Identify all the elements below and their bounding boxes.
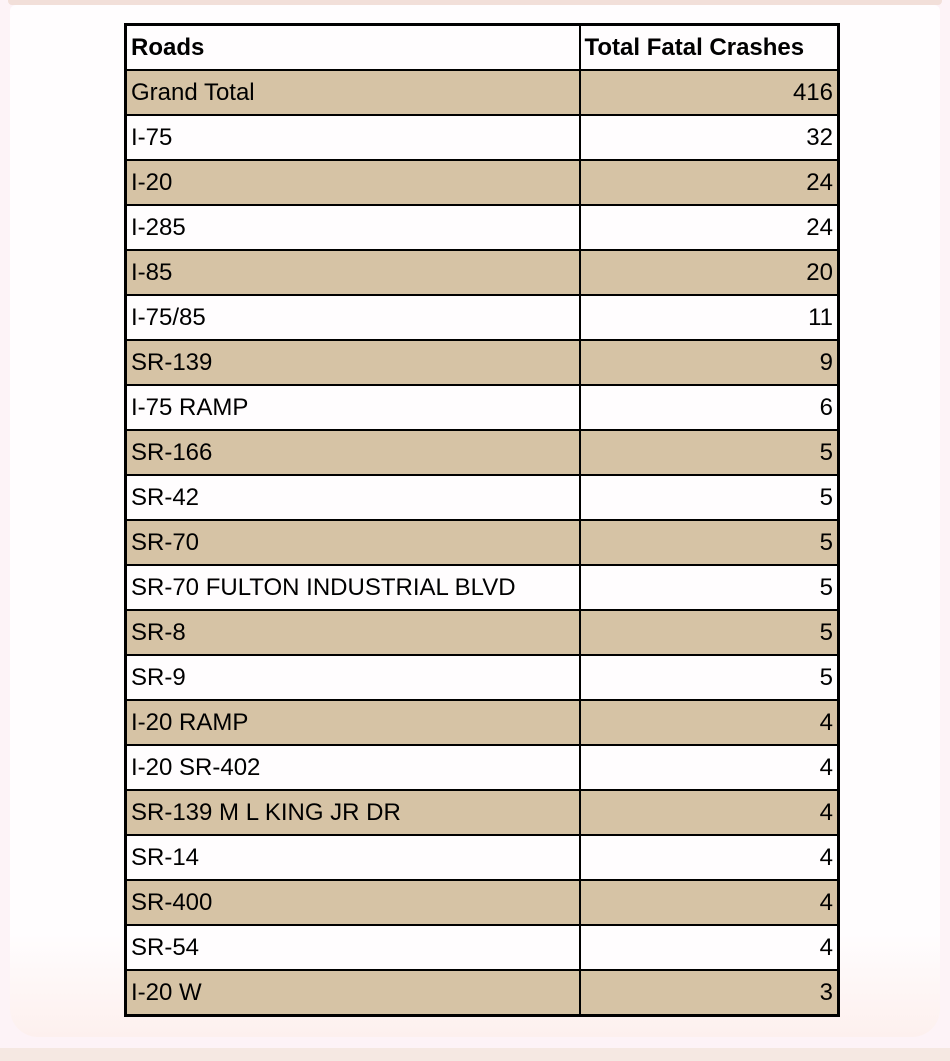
table-row: [126, 790, 839, 835]
road-cell: I-75 RAMP: [126, 385, 580, 430]
road-cell: SR-14: [126, 835, 580, 880]
road-cell: SR-166: [126, 430, 580, 475]
road-cell: SR-70 FULTON INDUSTRIAL BLVD: [126, 565, 580, 610]
crashes-cell: 4: [580, 925, 839, 970]
crashes-cell: 5: [580, 655, 839, 700]
table-row: [126, 250, 839, 295]
road-cell: SR-9: [126, 655, 580, 700]
road-cell: I-75: [126, 115, 580, 160]
road-cell: I-20 SR-402: [126, 745, 580, 790]
column-header-roads: Roads: [126, 25, 580, 71]
table-row: [126, 430, 839, 475]
table-row: [126, 115, 839, 160]
fatal-crashes-table: [124, 23, 840, 1017]
table-row: [126, 160, 839, 205]
road-cell: I-85: [126, 250, 580, 295]
table-row: [126, 475, 839, 520]
crashes-cell: 20: [580, 250, 839, 295]
road-cell: SR-139 M L KING JR DR: [126, 790, 580, 835]
road-cell: I-20 RAMP: [126, 700, 580, 745]
page-bottom-band: [0, 1048, 950, 1061]
crashes-cell: 6: [580, 385, 839, 430]
table-row: [126, 520, 839, 565]
table-row: [126, 745, 839, 790]
crashes-cell: 5: [580, 565, 839, 610]
table-row: [126, 205, 839, 250]
crashes-cell: 9: [580, 340, 839, 385]
table-row: [126, 835, 839, 880]
road-cell: SR-8: [126, 610, 580, 655]
header-row: [126, 25, 839, 71]
road-cell: SR-139: [126, 340, 580, 385]
crashes-cell: 5: [580, 430, 839, 475]
crashes-cell: 4: [580, 835, 839, 880]
table-row: [126, 385, 839, 430]
crashes-cell: 4: [580, 790, 839, 835]
crashes-cell: 5: [580, 610, 839, 655]
table-row: [126, 925, 839, 970]
road-cell: SR-400: [126, 880, 580, 925]
table-body: [126, 70, 839, 1016]
road-cell: SR-42: [126, 475, 580, 520]
crashes-cell: 5: [580, 475, 839, 520]
table-row: [126, 700, 839, 745]
crashes-cell: 3: [580, 970, 839, 1016]
crashes-cell: 24: [580, 160, 839, 205]
road-cell: I-20 W: [126, 970, 580, 1016]
crashes-cell: 4: [580, 745, 839, 790]
road-cell: I-75/85: [126, 295, 580, 340]
crashes-cell: 416: [580, 70, 839, 115]
table-row: [126, 295, 839, 340]
table-row: [126, 970, 839, 1016]
table-row: [126, 655, 839, 700]
crashes-cell: 11: [580, 295, 839, 340]
road-cell: Grand Total: [126, 70, 580, 115]
table-header: [126, 25, 839, 71]
table-row: [126, 70, 839, 115]
table-row: [126, 880, 839, 925]
table-row: [126, 565, 839, 610]
road-cell: I-20: [126, 160, 580, 205]
crashes-cell: 32: [580, 115, 839, 160]
crashes-cell: 4: [580, 700, 839, 745]
column-header-total-fatal-crashes: Total Fatal Crashes: [580, 25, 839, 71]
road-cell: SR-54: [126, 925, 580, 970]
table-row: [126, 610, 839, 655]
road-cell: SR-70: [126, 520, 580, 565]
crashes-cell: 4: [580, 880, 839, 925]
table-row: [126, 340, 839, 385]
crashes-cell: 5: [580, 520, 839, 565]
crashes-cell: 24: [580, 205, 839, 250]
road-cell: I-285: [126, 205, 580, 250]
